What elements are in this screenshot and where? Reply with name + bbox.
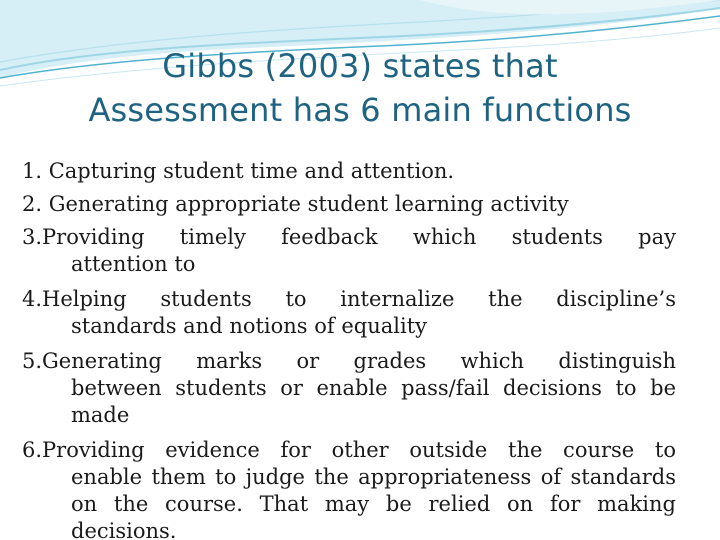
list-item-line: 5.Generating marks or grades which distinguish bbox=[22, 349, 676, 373]
title-line-1: Gibbs (2003) states that bbox=[162, 47, 558, 85]
list-item bbox=[22, 286, 676, 340]
title-line-2: Assessment has 6 main functions bbox=[88, 91, 632, 129]
list-item-line: decisions. bbox=[71, 519, 177, 540]
list-item-line: between students or enable pass/fail decisions to be bbox=[71, 376, 676, 400]
list-item-line: made bbox=[71, 403, 130, 427]
list-item bbox=[22, 158, 676, 185]
list-item-line: on the course. That may be relied on for making bbox=[71, 492, 676, 516]
list-item-line: 3.Providing timely feedback which students pay bbox=[22, 225, 676, 249]
functions-list bbox=[22, 158, 676, 540]
list-item-line: standards and notions of equality bbox=[71, 314, 428, 338]
list-item bbox=[22, 224, 676, 278]
list-item bbox=[22, 191, 676, 218]
list-item bbox=[22, 437, 676, 540]
list-item-line: 1. Capturing student time and attention. bbox=[22, 159, 455, 183]
list-item bbox=[22, 348, 676, 429]
slide-title bbox=[20, 44, 700, 132]
list-item-line: enable them to judge the appropriateness of standards bbox=[71, 465, 676, 489]
list-item-line: attention to bbox=[71, 252, 196, 276]
list-item-line: 2. Generating appropriate student learning activity bbox=[22, 192, 569, 216]
list-item-line: 4.Helping students to internalize the discipline’s bbox=[22, 287, 676, 311]
list-item-line: 6.Providing evidence for other outside the course to bbox=[22, 438, 676, 462]
